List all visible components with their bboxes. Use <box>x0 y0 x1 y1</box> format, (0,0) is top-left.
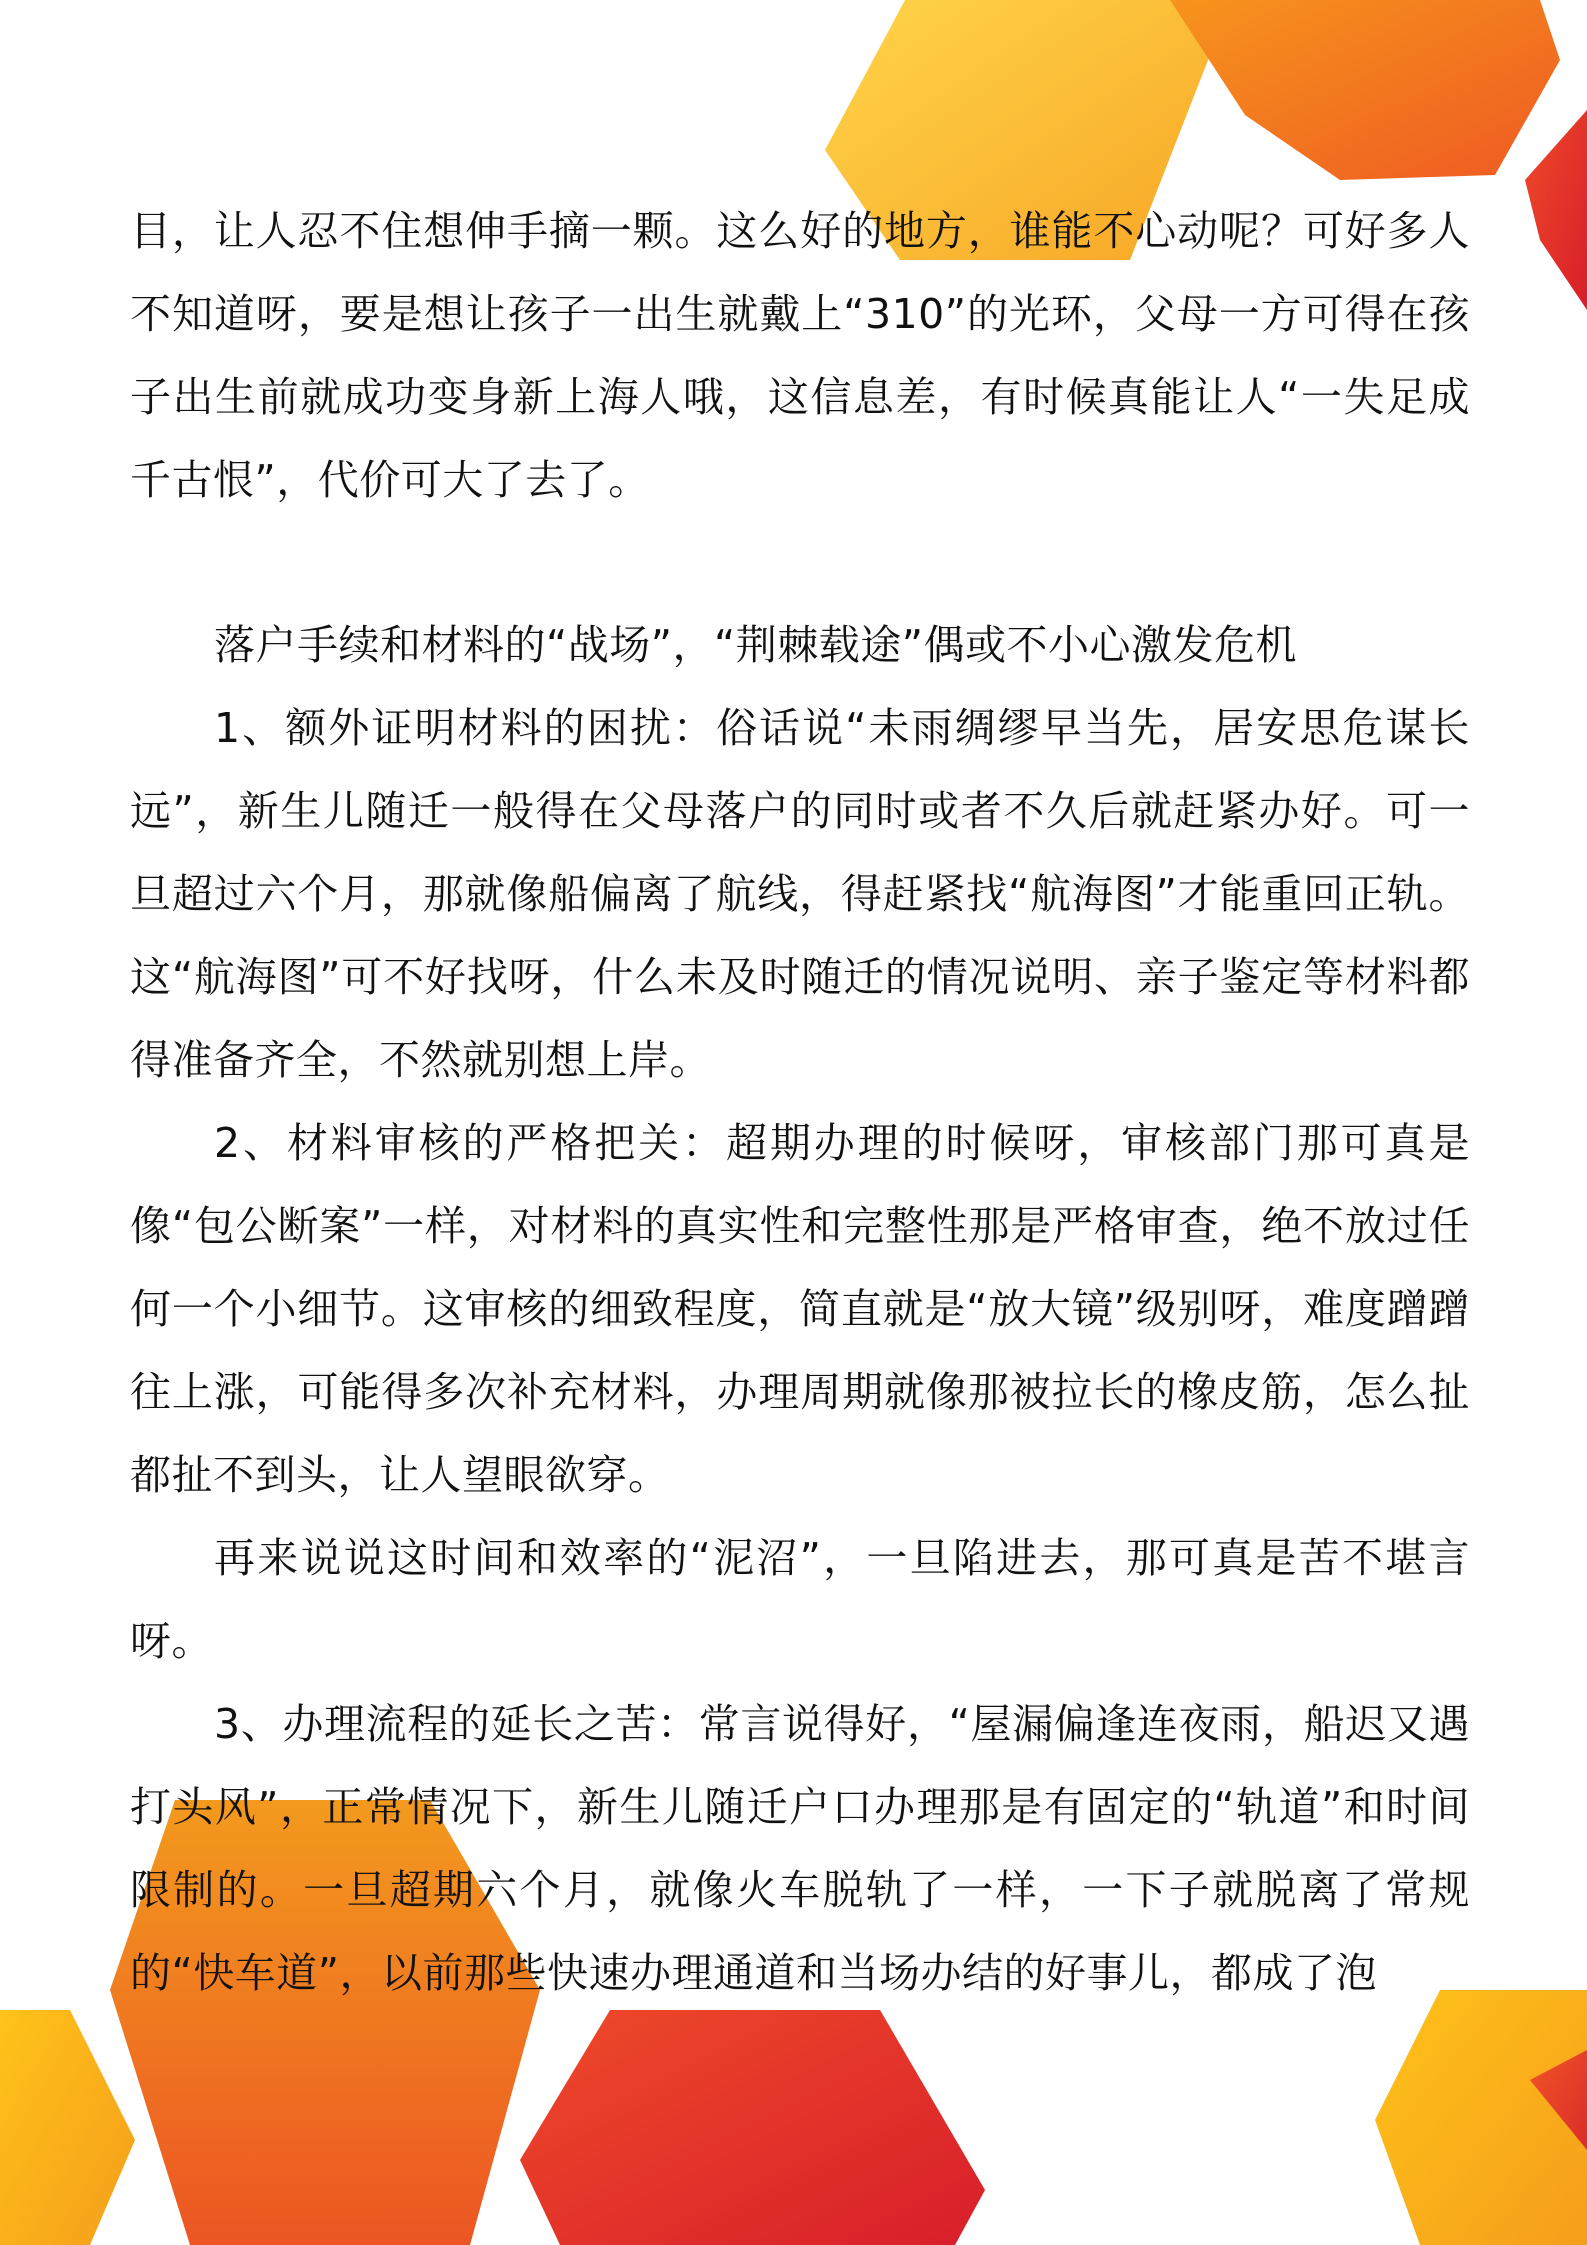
paragraph-gap <box>130 522 1470 604</box>
hexagon-yellow-bottom-right <box>1375 1990 1587 2245</box>
hexagon-red-bottom <box>520 2010 985 2245</box>
paragraph-3: 2、材料审核的严格把关：超期办理的时候呀，审核部门那可真是像“包公断案”一样，对材料的真实性和完整性那是严格审查，绝不放过任何一个小细节。这审核的细致程度，简直就是“放大镜”级别呀，难度蹭蹭往上涨，可能得多次补充材料，办理周期就像那被拉长的橡皮筋，怎么扯都扯不到头，让人望眼欲穿。 <box>130 1119 1470 1499</box>
paragraph-5: 3、办理流程的延长之苦：常言说得好，“屋漏偏逢连夜雨，船迟又遇打头风”，正常情况下，新生儿随迁户口办理那是有固定的“轨道”和时间限制的。一旦超期六个月，就像火车脱轨了一样，一下子就脱离了常规的“快车道”，以前那些快速办理通道和当场办结的好事儿，都成了泡 <box>130 1700 1470 1997</box>
paragraph-1: 目，让人忍不住想伸手摘一颗。这么好的地方，谁能不心动呢？可好多人不知道呀，要是想让孩子一出生就戴上“310”的光环，父母一方可得在孩子出生前就成功变身新上海人哦，这信息差，有时候真能让人“一失足成千古恨”，代价可大了去了。 <box>130 207 1470 504</box>
paragraph-4: 再来说说这时间和效率的“泥沼”，一旦陷进去，那可真是苦不堪言呀。 <box>130 1534 1470 1665</box>
section-heading: 落户手续和材料的“战场”，“荆棘载途”偶或不小心激发危机 <box>214 621 1297 669</box>
hexagon-orange-top <box>1170 0 1560 180</box>
hexagon-yellow-bottom-left <box>0 2010 135 2245</box>
hexagon-red-top-right <box>1525 110 1587 310</box>
paragraph-2: 1、额外证明材料的困扰：俗话说“未雨绸缪早当先，居安思危谋长远”，新生儿随迁一般得在父母落户的同时或者不久后就赶紧办好。可一旦超过六个月，那就像船偏离了航线，得赶紧找“航海图”才能重回正轨。这“航海图”可不好找呀，什么未及时随迁的情况说明、亲子鉴定等材料都得准备齐全，不然就别想上岸。 <box>130 704 1470 1084</box>
document-body <box>130 190 1470 2015</box>
